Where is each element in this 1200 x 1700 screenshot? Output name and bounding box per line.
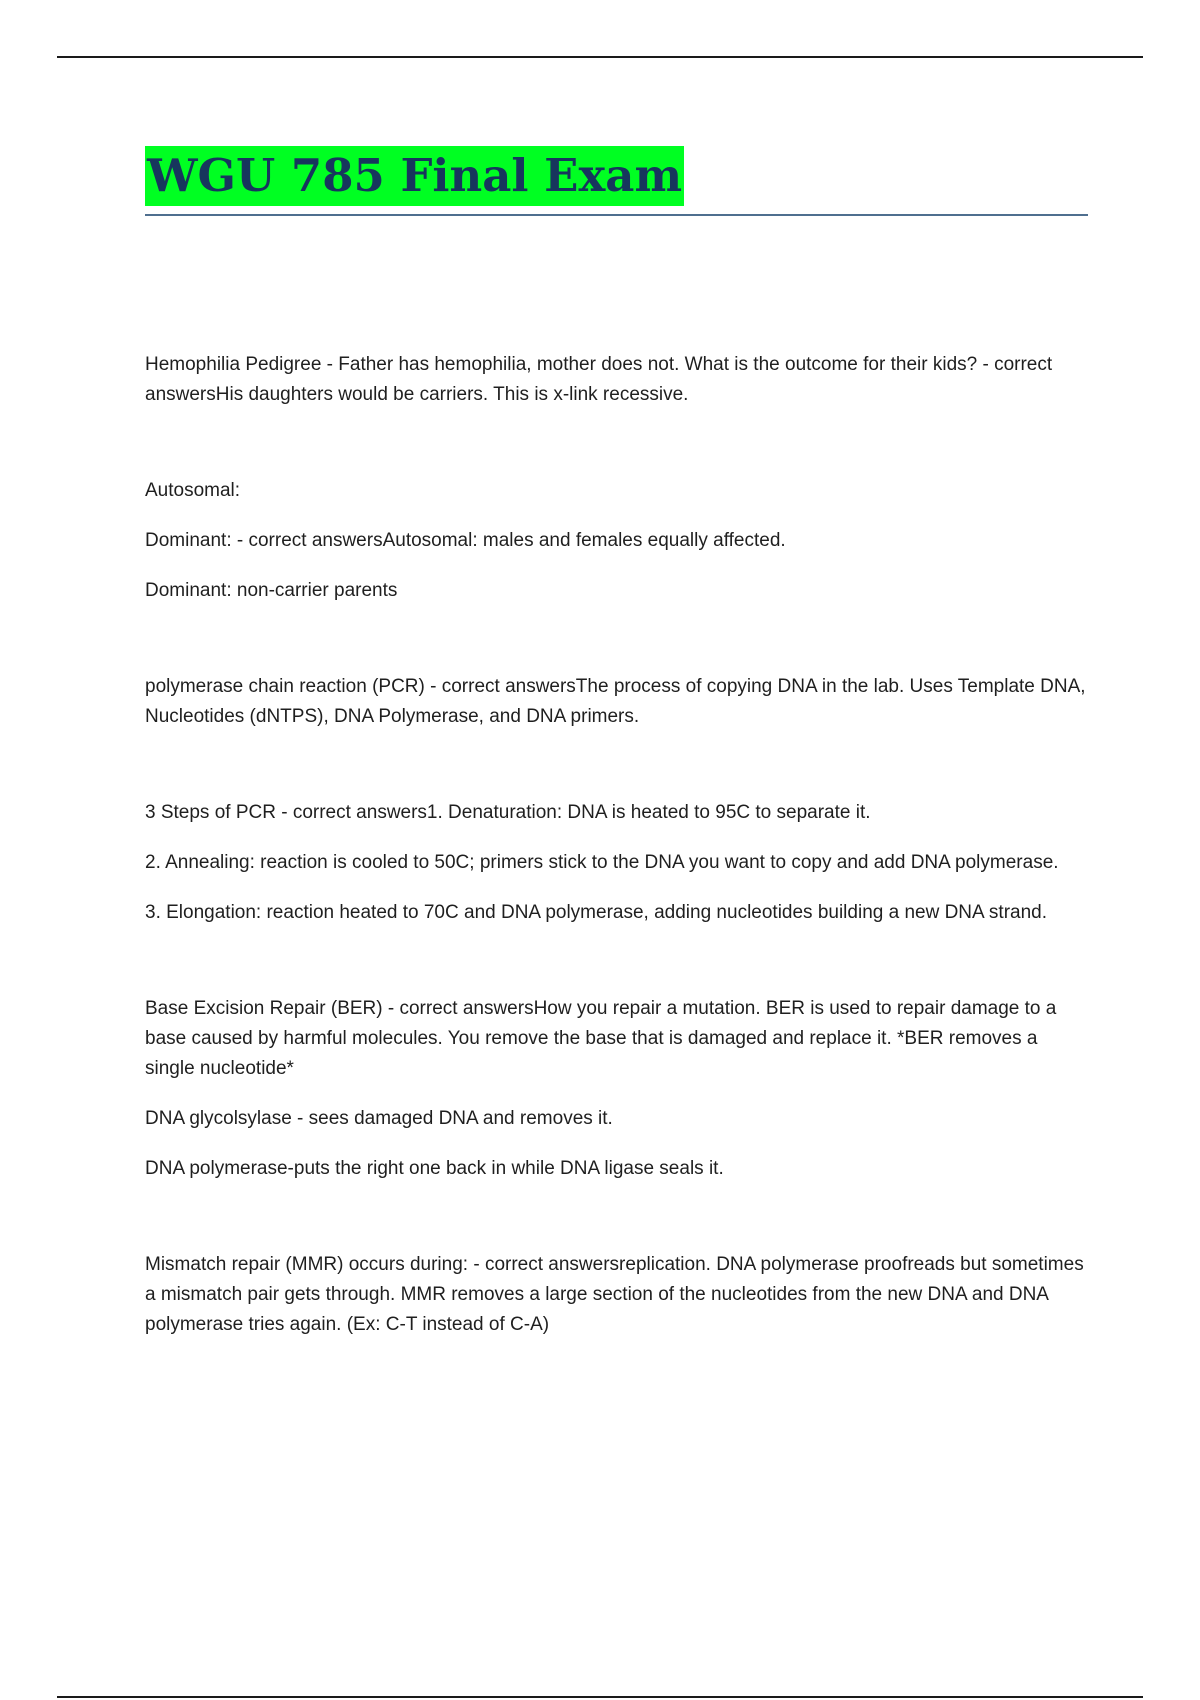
paragraph: 2. Annealing: reaction is cooled to 50C; primers stick to the DNA you want to copy and add DNA polymerase. xyxy=(145,852,1059,873)
paragraph: Autosomal: xyxy=(145,480,241,501)
paragraph: DNA glycolsylase - sees damaged DNA and removes it. xyxy=(145,1108,613,1129)
qa-section-hemophilia xyxy=(145,350,1088,410)
paragraph: 3 Steps of PCR - correct answers1. Denaturation: DNA is heated to 95C to separate it. xyxy=(145,802,871,823)
qa-section-pcr-steps xyxy=(145,798,1088,928)
paragraph: Hemophilia Pedigree - Father has hemophilia, mother does not. What is the outcome for their kids? - correct answersHis daughters would be carriers. This is x-link recessive. xyxy=(145,354,1053,405)
paragraph: Dominant: - correct answersAutosomal: males and females equally affected. xyxy=(145,530,786,551)
qa-section-ber xyxy=(145,994,1088,1184)
qa-section-autosomal xyxy=(145,476,1088,606)
paragraph: Mismatch repair (MMR) occurs during: - correct answersreplication. DNA polymerase proofreads but sometimes a mismatch pair gets through. MMR removes a large section of the nucleotides from the new DNA and DNA polymerase tries again. (Ex: C-T instead of C-A) xyxy=(145,1254,1084,1335)
paragraph: Dominant: non-carrier parents xyxy=(145,580,398,601)
paragraph: 3. Elongation: reaction heated to 70C and DNA polymerase, adding nucleotides building a new DNA strand. xyxy=(145,902,1048,923)
title-block xyxy=(145,146,1088,216)
page-bottom-rule xyxy=(57,1696,1143,1698)
page-top-rule xyxy=(57,56,1143,58)
qa-section-pcr xyxy=(145,672,1088,732)
paragraph: polymerase chain reaction (PCR) - correct answersThe process of copying DNA in the lab. Uses Template DNA, Nucleotides (dNTPS), DNA Polymerase, and DNA primers. xyxy=(145,676,1086,727)
document-title: WGU 785 Final Exam xyxy=(145,146,684,206)
paragraph: Base Excision Repair (BER) - correct answersHow you repair a mutation. BER is used to repair damage to a base caused by harmful molecules. You remove the base that is damaged and replace it. *BER removes a single nucleotide* xyxy=(145,998,1057,1079)
document-body xyxy=(145,350,1088,1340)
paragraph: DNA polymerase-puts the right one back in while DNA ligase seals it. xyxy=(145,1158,724,1179)
document-content xyxy=(145,146,1088,1406)
qa-section-mmr xyxy=(145,1250,1088,1340)
